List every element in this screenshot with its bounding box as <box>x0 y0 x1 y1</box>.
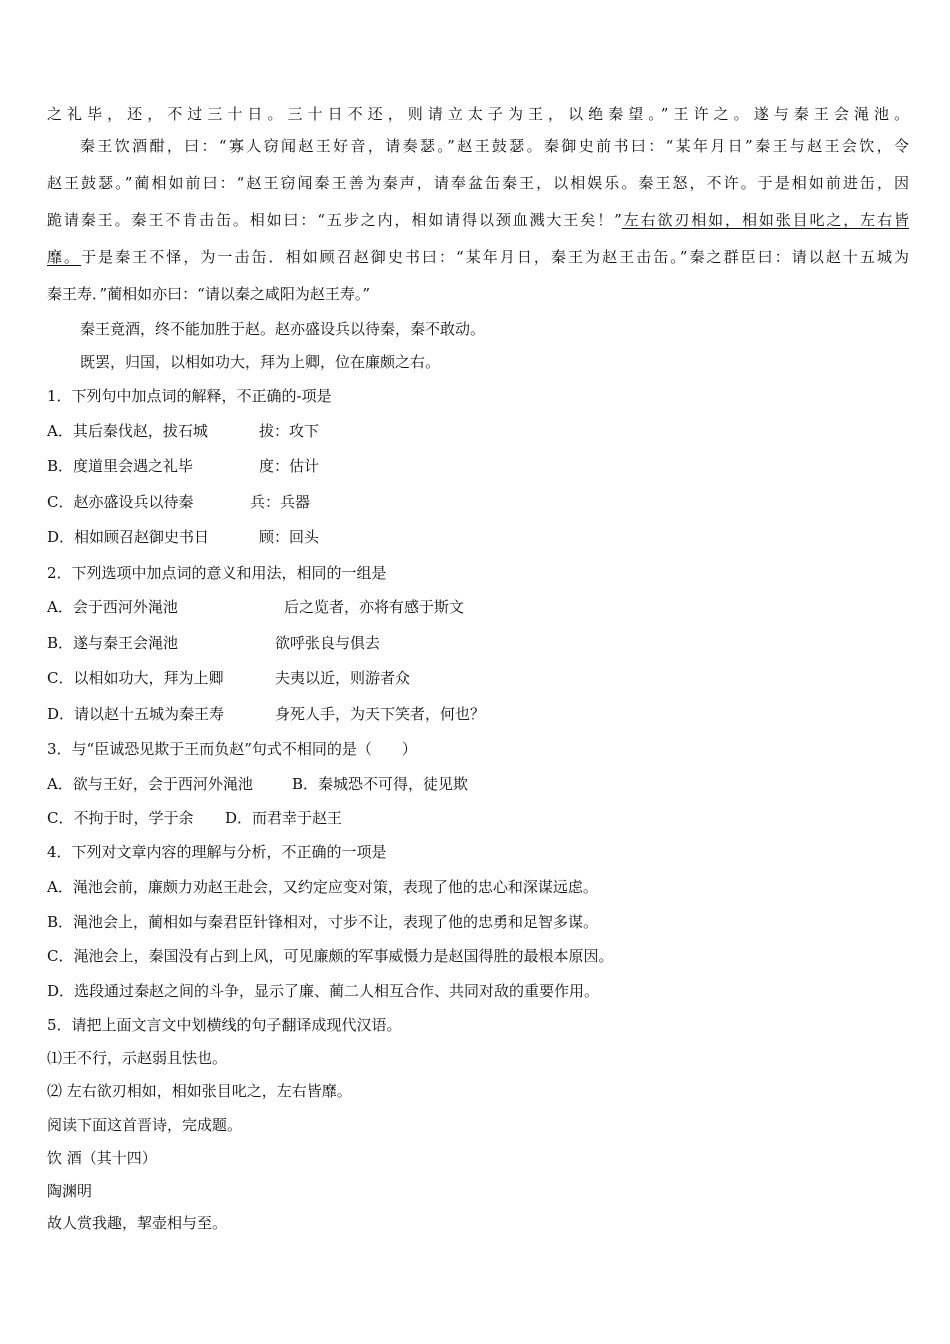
passage-line-1: 之礼毕，还，不过三十日。三十日不还，则请立太子为王，以绝秦望。”王许之。遂与秦王会渑池。 <box>47 105 909 123</box>
q1-option-b-text: B．度道里会遇之礼毕 <box>47 457 194 475</box>
q2-option-b-text: B．遂与秦王会渑池 <box>47 634 179 652</box>
q2-option-a-text: A．会于西河外渑池 <box>47 598 178 616</box>
q2-option-b-note: 欲呼张良与俱去 <box>275 634 381 652</box>
q3-option-a: A．欲与王好，会于西河外渑池 <box>47 775 253 793</box>
poem-line-1: 故人赏我趣，挈壶相与至。 <box>47 1214 228 1232</box>
underlined-sentence-part-1: 左右欲刃相如，相如张目叱之，左右皆 <box>621 211 909 229</box>
passage-line-5 <box>47 247 909 267</box>
q3-stem: 3．与“臣诚恐见欺于王而负赵”句式不相同的是（ ） <box>47 740 417 758</box>
q1-option-b-note: 度：估计 <box>259 457 320 475</box>
poem-title: 饮 酒（其十四） <box>47 1149 157 1167</box>
passage-line-4 <box>47 210 909 230</box>
q3-row-1 <box>47 774 909 794</box>
q1-option-c-text: C．赵亦盛设兵以待秦 <box>47 493 194 511</box>
passage-line-7: 秦王竟酒，终不能加胜于赵。赵亦盛设兵以待秦，秦不敢动。 <box>80 320 486 338</box>
q5-item-1: ⑴王不行，示赵弱且怯也。 <box>47 1049 228 1067</box>
q1-option-d <box>47 527 909 547</box>
q3-option-b: B．秦城恐不可得，徒见欺 <box>292 775 469 793</box>
q3-row-2 <box>47 808 909 828</box>
q2-option-c <box>47 668 909 688</box>
q1-option-a-note: 拔：攻下 <box>259 422 320 440</box>
q3-option-c: C．不拘于时，学于余 <box>47 809 194 827</box>
passage-line-8: 既罢，归国，以相如功大，拜为上卿，位在廉颇之右。 <box>80 353 441 371</box>
q1-option-d-text: D．相如顾召赵御史书日 <box>47 528 210 546</box>
q4-option-a: A．渑池会前，廉颇力劝赵王赴会，又约定应变对策，表现了他的忠心和深谋远虑。 <box>47 878 598 896</box>
q2-option-d-note: 身死人手，为天下笑者，何也？ <box>275 705 486 723</box>
q1-option-c-note: 兵：兵器 <box>250 493 311 511</box>
q5-item-2: ⑵ 左右欲刃相如，相如张目叱之，左右皆靡。 <box>47 1082 352 1100</box>
q2-option-b <box>47 633 909 653</box>
q4-option-b: B．渑池会上，蔺相如与秦君臣针锋相对，寸步不让，表现了他的忠勇和足智多谋。 <box>47 913 599 931</box>
q2-option-d-text: D．请以赵十五城为秦王寿 <box>47 705 225 723</box>
q1-option-a <box>47 421 909 441</box>
q2-option-c-text: C．以相如功大，拜为上卿 <box>47 669 224 687</box>
q2-option-a-note: 后之览者，亦将有感于斯文 <box>284 598 465 616</box>
q2-option-d <box>47 704 909 724</box>
underlined-sentence-part-2: 靡。 <box>47 248 82 266</box>
passage-line-3: 赵王鼓瑟。”蔺相如前曰：“赵王窃闻秦王善为秦声，请奉盆缶秦王，以相娱乐。秦王怒，不许。于是相如前进缶，因 <box>47 174 909 192</box>
q1-option-c <box>47 492 909 512</box>
passage-line-5-plain: 于是秦王不怿，为一击缶．相如顾召赵御史书曰：“某年月日，秦王为赵王击缶。”秦之群臣曰：请以赵十五城为 <box>81 248 909 266</box>
q2-option-a <box>47 597 909 617</box>
passage-line-6: 秦王寿．”蔺相如亦曰：“请以秦之咸阳为赵王寿。” <box>47 285 371 303</box>
poem-intro: 阅读下面这首晋诗，完成题。 <box>47 1116 243 1134</box>
q3-option-d: D．而君幸于赵王 <box>225 809 343 827</box>
poem-author: 陶渊明 <box>47 1182 93 1200</box>
q5-stem: 5．请把上面文言文中划横线的句子翻译成现代汉语。 <box>47 1016 402 1034</box>
q4-option-d: D．选段通过秦赵之间的斗争，显示了廉、蔺二人相互合作、共同对敌的重要作用。 <box>47 982 600 1000</box>
q4-option-c: C．渑池会上，秦国没有占到上风，可见廉颇的军事威慑力是赵国得胜的最根本原因。 <box>47 947 614 965</box>
q1-option-a-text: A．其后秦伐赵，拔石城 <box>47 422 208 440</box>
q1-option-d-note: 顾：回头 <box>259 528 320 546</box>
passage-line-2: 秦王饮酒酣，曰：“寡人窃闻赵王好音，请奏瑟。”赵王鼓瑟。秦御史前书曰：“某年月日”秦王与赵王会饮，令 <box>80 137 909 155</box>
passage-line-4-plain: 跪请秦王。秦王不肯击缶。相如曰：“五步之内，相如请得以颈血溅大王矣！” <box>47 211 622 229</box>
q1-option-b <box>47 456 909 476</box>
q4-stem: 4．下列对文章内容的理解与分析，不正确的一项是 <box>47 843 387 861</box>
q2-stem: 2．下列选项中加点词的意义和用法，相同的一组是 <box>47 564 387 582</box>
q1-stem: 1．下列句中加点词的解释，不正确的-项是 <box>47 387 332 405</box>
q2-option-c-note: 夫夷以近，则游者众 <box>275 669 411 687</box>
